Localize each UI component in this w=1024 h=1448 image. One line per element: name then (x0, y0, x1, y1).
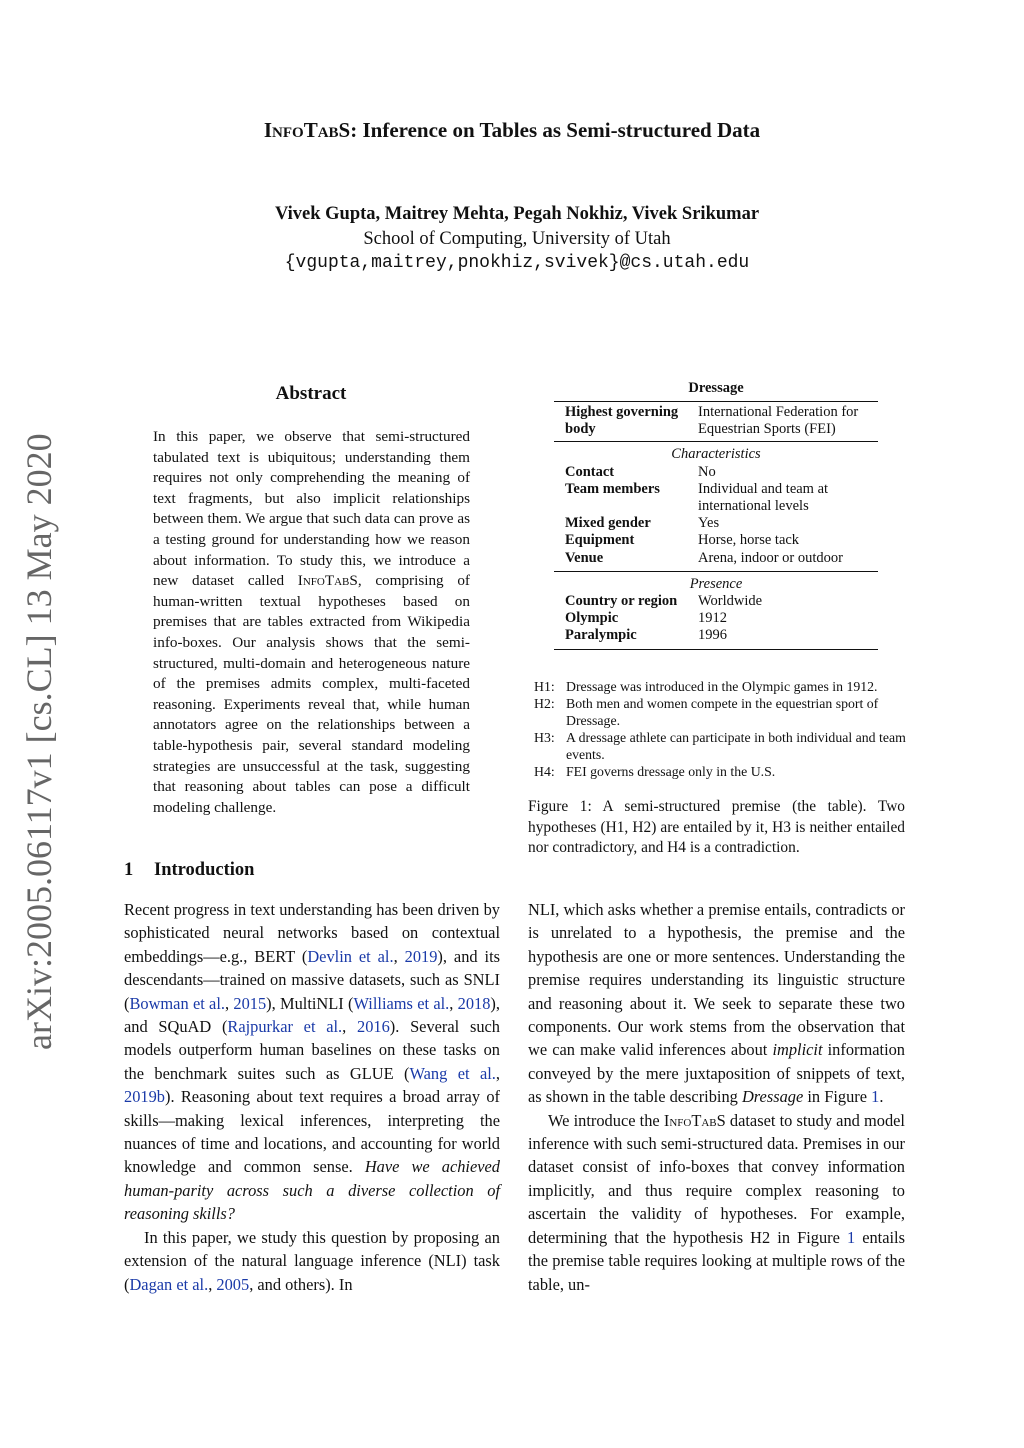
row-value: Individual and team at international levels (698, 480, 829, 515)
text: NLI, which asks whether a premise entails, contradicts or is unrelated to a hypothesis, the premise and the hypothesis are one or more sentences. Understanding the premise requires understanding its linguistic structure and reasoning about it. We seek to separate these two components. Our work stems from the observation that we can make valid inferences about (528, 900, 905, 1060)
row-value: Worldwide (698, 593, 763, 610)
text: , (342, 1017, 357, 1037)
text: We introduce the (548, 1110, 664, 1130)
table-row (554, 481, 878, 515)
affiliation: School of Computing, University of Utah (363, 229, 671, 249)
abstract-text: In this paper, we observe that semi-structured tabulated text is ubiquitous; understanding them requires not only comprehending the meaning of text fragments, but also implicit relationships between them. We argue that such data can prove as a testing ground for understanding how we reason about information. To study this, we introduce a new dataset called (153, 428, 470, 590)
row-key: Mixed gender (565, 515, 651, 532)
row-value: Arena, indoor or outdoor (698, 549, 843, 566)
citation-link[interactable]: Bowman et al. (129, 993, 225, 1013)
citation-link[interactable]: 2019b (124, 1087, 165, 1107)
author-emails: {vgupta,maitrey,pnokhiz,svivek}@cs.utah.edu (284, 253, 750, 273)
citation-link[interactable]: 2018 (457, 993, 491, 1013)
row-key: Country or region (565, 593, 678, 610)
text: , (208, 1274, 217, 1294)
dataset-name: InfoTabS (297, 572, 358, 590)
abstract-text: , comprising of human-written textual hypotheses based on premises that are tables extracted from Wikipedia info-boxes. Our analysis shows that the semi-structured, multi-domain and heterogeneous nature of the premises admits complex, multi-faceted reasoning. Experiments reveal that, while human annotators agree on the relationships between a table-hypothesis pair, several standard modeling strategies are unsuccessful at the task, suggesting that reasoning about tables can pose a difficult modeling challenge. (153, 572, 470, 816)
row-value: No (698, 463, 716, 480)
row-key: Equipment (565, 532, 635, 549)
table-row (554, 610, 878, 627)
row-value: Horse, horse tack (698, 532, 800, 549)
text: entails the premise table requires looking at multiple rows of the table, un- (528, 1227, 905, 1294)
dataset-name: InfoTabS (663, 1110, 726, 1130)
abstract-body (153, 427, 470, 818)
citation-link[interactable]: 2015 (233, 993, 267, 1013)
citation-link[interactable]: 2005 (216, 1274, 250, 1294)
text: ), and its descendants—trained on massive datasets, such as SNLI ( (124, 946, 501, 1013)
citation-link[interactable]: 2016 (357, 1017, 390, 1037)
italic-question: Have we achieved human-parity across such a diverse collection of reasoning skills? (124, 1157, 500, 1224)
citation-link[interactable]: Devlin et al. (307, 946, 394, 966)
table-row (554, 627, 878, 644)
citation-link[interactable]: Rajpurkar et al. (227, 1017, 343, 1037)
citation-link[interactable]: 2019 (404, 946, 438, 966)
row-key: Paralympic (565, 627, 637, 644)
hypothesis-text: FEI governs dressage only in the U.S. (566, 764, 776, 779)
text: in Figure (803, 1087, 872, 1107)
text: information conveyed by the mere juxtaposition of snippets of text, as shown in the table describing (528, 1040, 906, 1107)
hypothesis-text: Dressage was introduced in the Olympic games in 1912. (566, 679, 878, 694)
row-value: International Federation for Equestrian Sports (FEI) (698, 404, 859, 438)
hypothesis-label: H3: (534, 730, 555, 745)
paragraph (528, 1109, 905, 1296)
hypothesis (534, 678, 906, 695)
row-key: Venue (565, 549, 604, 566)
table-row (554, 402, 878, 438)
figure-ref-link[interactable]: 1 (846, 1227, 856, 1247)
table-row (554, 532, 878, 549)
text: ), MultiNLI ( (266, 993, 354, 1013)
italic-text: Dressage (741, 1087, 804, 1107)
figure-caption: Figure 1: A semi-structured premise (the table). Two hypotheses (H1, H2) are entailed by it, H3 is neither entailed nor contradictory, and H4 is a contradiction. (528, 798, 905, 857)
italic-text: implicit (772, 1040, 823, 1060)
table-row (554, 550, 878, 567)
abstract-heading: Abstract (275, 383, 347, 404)
intro-column-right (528, 898, 905, 1296)
hypothesis (534, 729, 906, 763)
table-title: Dressage (688, 380, 744, 396)
figure-ref-link[interactable]: 1 (871, 1087, 880, 1107)
text: , (495, 1063, 500, 1083)
figure-1-table (554, 380, 878, 650)
hypothesis-text: A dressage athlete can participate in both individual and team events. (566, 730, 906, 762)
row-value: Yes (698, 515, 720, 532)
table-section-heading: Presence (689, 575, 743, 592)
table-rule (554, 649, 878, 650)
paragraph (528, 898, 905, 1109)
text: ). Several such models outperform human baselines on these tasks on the benchmark suites such as GLUE ( (124, 1017, 500, 1083)
text: , (449, 993, 458, 1013)
hypothesis-label: H1: (534, 679, 555, 694)
title-text: : Inference on Tables as Semi-structured Data (350, 118, 761, 142)
table-row (554, 464, 878, 481)
text: . (879, 1087, 884, 1107)
section-number: 1 (124, 860, 134, 880)
row-key: Contact (565, 463, 615, 480)
hypothesis (534, 695, 906, 729)
text: dataset to study and model inference with such semi-structured data. Premises in our dataset consist of info-boxes that convey information implicitly, and thus require complex reasoning to ascertain the validity of hypotheses. For example, determining that the hypothesis H2 in Figure (528, 1110, 905, 1247)
intro-column-left (124, 898, 500, 1296)
paragraph (124, 1226, 500, 1296)
hypothesis-label: H2: (534, 696, 555, 711)
paper-title (0, 118, 1024, 143)
paragraph (124, 898, 500, 1226)
text: In this paper, we study this question by proposing an extension of the natural language inference (NLI) task ( (124, 1227, 500, 1294)
text: , (393, 946, 405, 966)
table-row (554, 515, 878, 532)
hypothesis (534, 763, 906, 780)
row-key: Olympic (565, 610, 619, 627)
authors: Vivek Gupta, Maitrey Mehta, Pegah Nokhiz, Vivek Srikumar (274, 204, 760, 224)
text: , and others). In (249, 1274, 353, 1294)
table-row (554, 593, 878, 610)
row-value: 1996 (698, 627, 727, 644)
citation-link[interactable]: Wang et al. (409, 1063, 496, 1083)
text: Recent progress in text understanding has been driven by sophisticated neural networks based on contextual embeddings—e.g., BERT ( (124, 900, 500, 966)
hypothesis-label: H4: (534, 764, 555, 779)
text: ), and SQuAD ( (124, 993, 500, 1037)
row-key: Team members (565, 480, 660, 497)
text: ). Reasoning about text requires a broad array of skills—making lexical inferences, interpreting the nuances of time and locations, and accounting for world knowledge and common sense. (124, 1087, 500, 1177)
dataset-name: InfoTabS (263, 118, 351, 142)
citation-link[interactable]: Dagan et al. (129, 1274, 209, 1294)
table-section-heading: Characteristics (671, 446, 761, 463)
citation-link[interactable]: Williams et al. (353, 993, 450, 1013)
section-heading (124, 860, 254, 881)
section-title: Introduction (154, 860, 255, 880)
hypotheses-list (534, 678, 906, 780)
row-value: 1912 (698, 610, 727, 627)
arxiv-sidebar-stamp: arXiv:2005.06117v1 [cs.CL] 13 May 2020 (19, 433, 59, 1050)
hypothesis-text: Both men and women compete in the equestrian sport of Dressage. (566, 696, 879, 728)
row-key: Highest governing body (565, 404, 679, 438)
text: , (224, 993, 234, 1013)
